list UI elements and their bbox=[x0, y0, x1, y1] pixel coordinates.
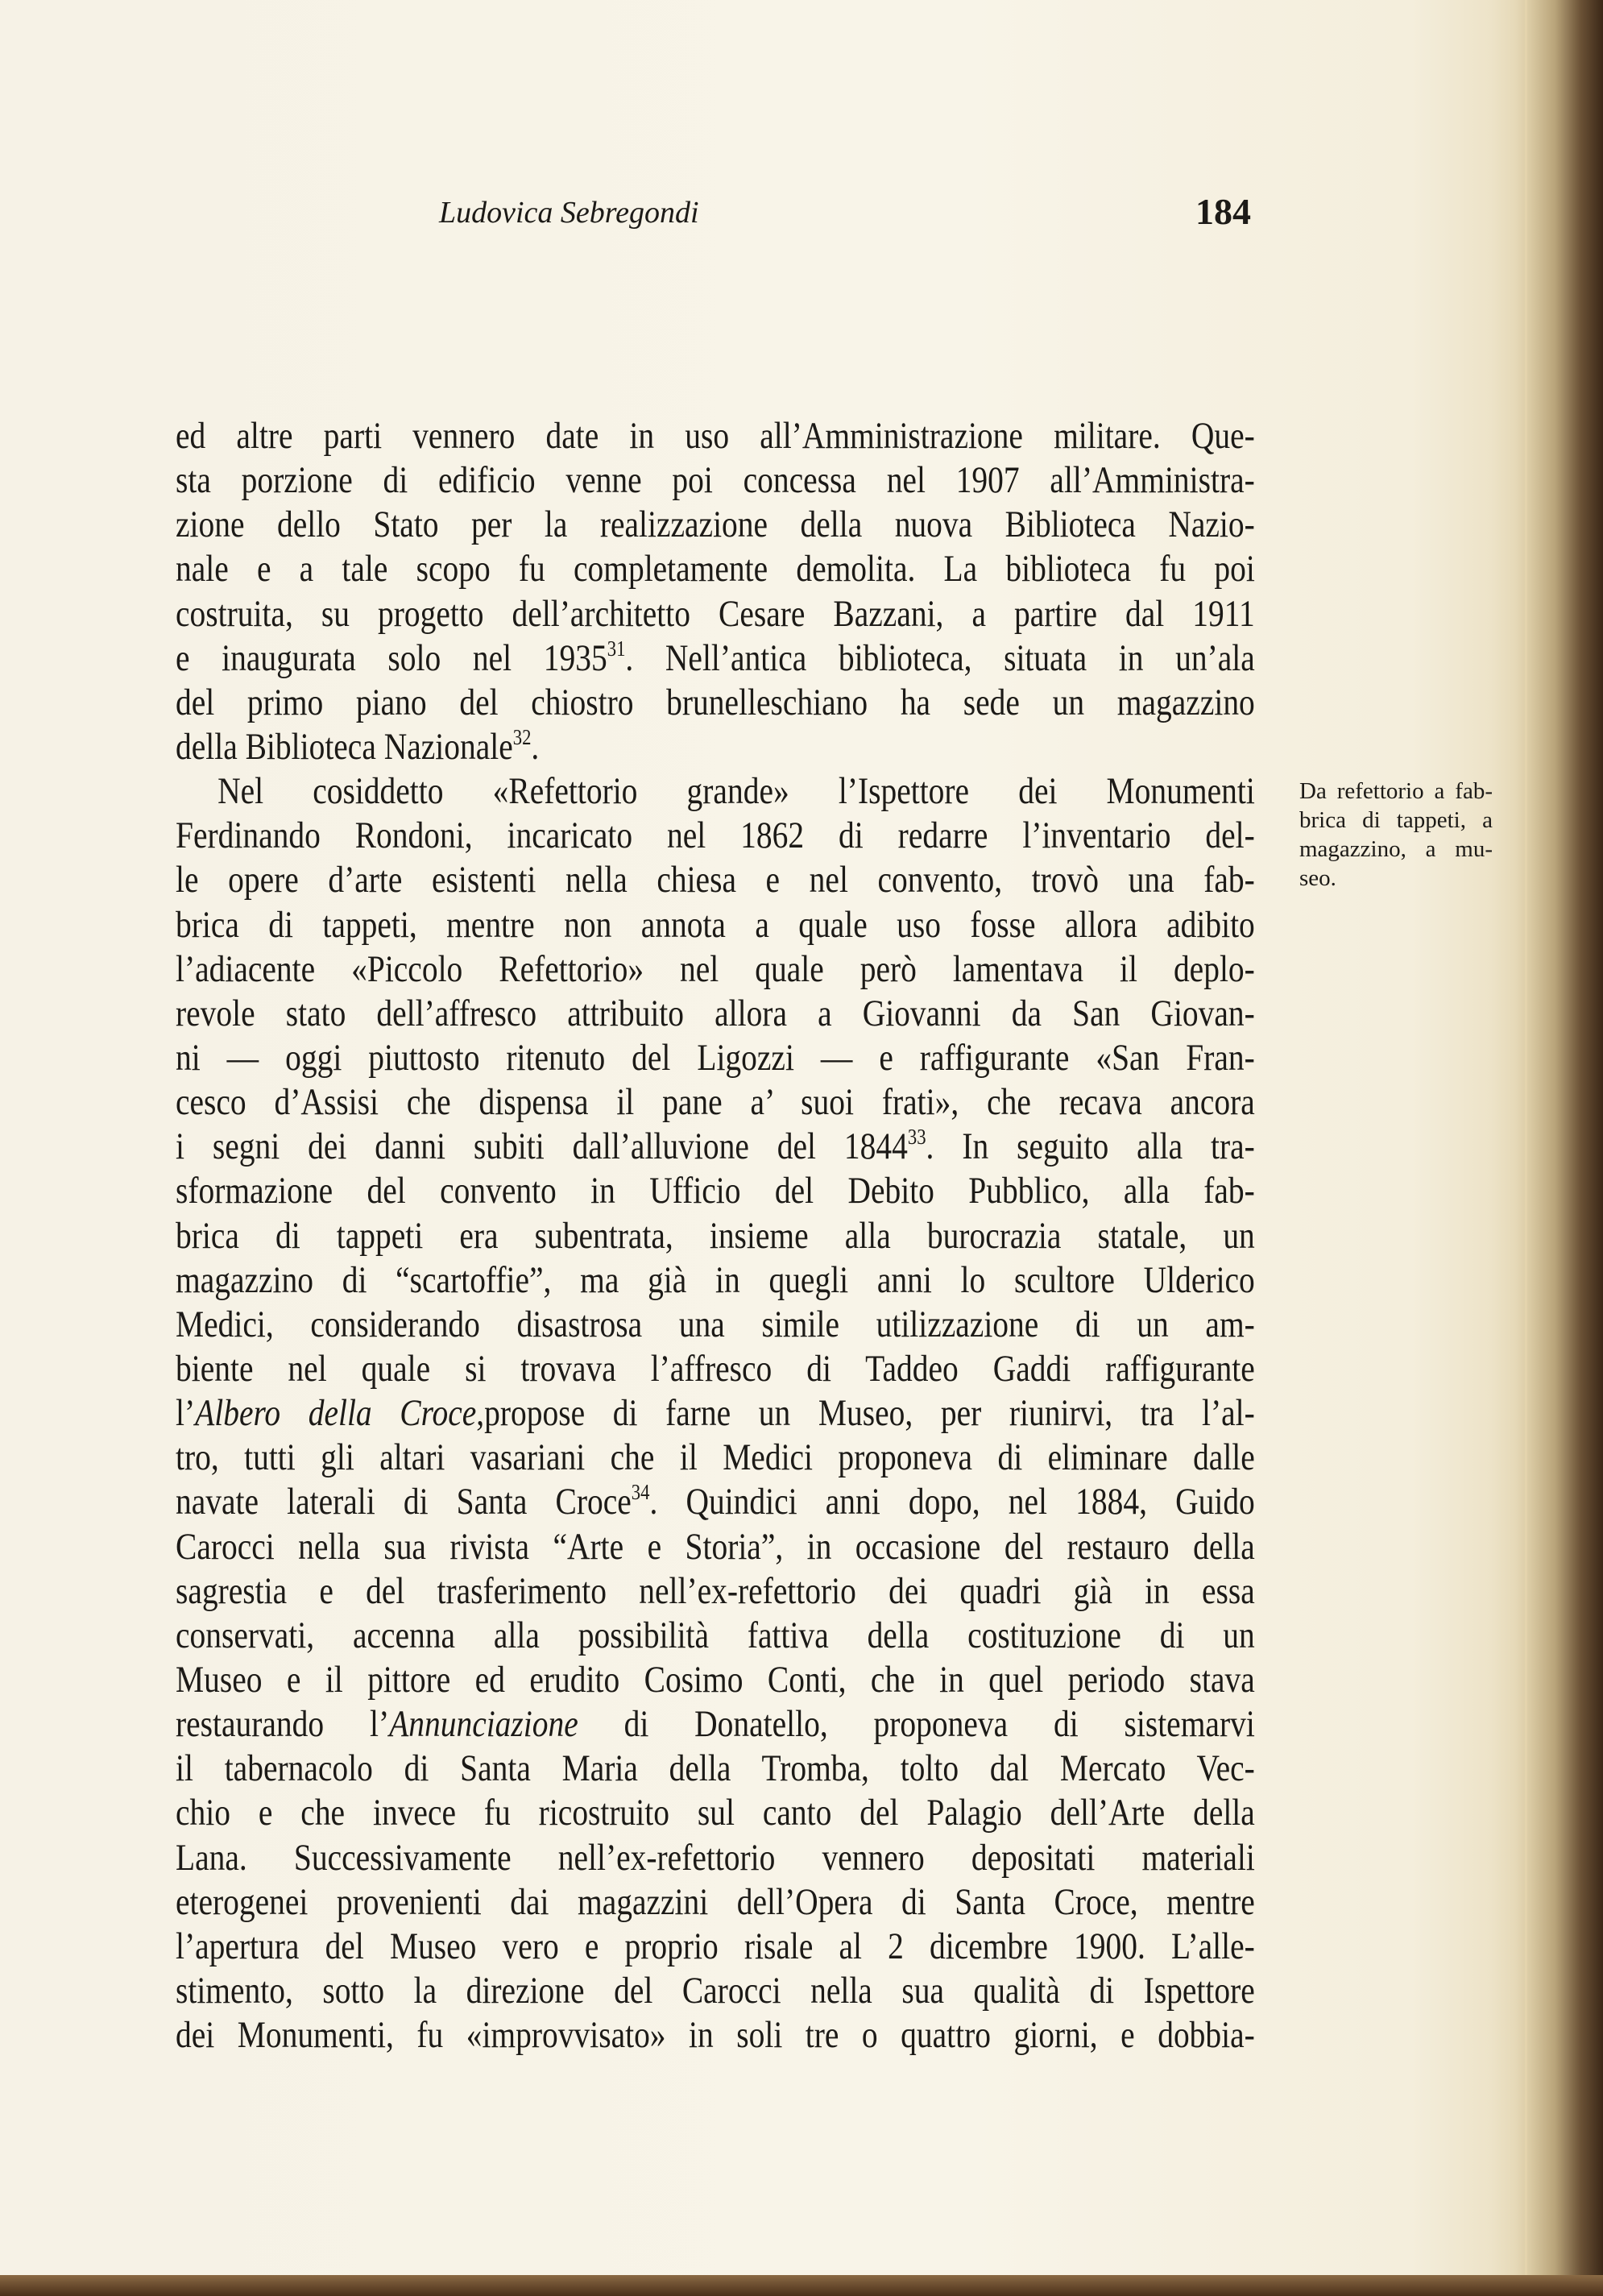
page-number: 184 bbox=[1195, 191, 1251, 232]
text-run: il tabernacolo di Santa Maria della Tromba, tolto dal Mercato Vec- bbox=[176, 1747, 1255, 1790]
text-line bbox=[176, 947, 1255, 992]
text-run: sagrestia e del trasferimento nell’ex-refettorio dei quadri già in essa bbox=[176, 1569, 1255, 1612]
text-run: cesco d’Assisi che dispensa il pane a’ suoi frati», che recava ancora bbox=[176, 1081, 1255, 1124]
text-line bbox=[176, 458, 1255, 503]
text-line bbox=[176, 992, 1255, 1036]
text-run: brica di tappeti era subentrata, insieme alla burocrazia statale, un bbox=[176, 1214, 1255, 1257]
footnote-ref: 32 bbox=[512, 724, 532, 749]
text-run: l’adiacente «Piccolo Refettorio» nel quale però lamentava il deplo- bbox=[176, 947, 1255, 990]
book-spine-edge bbox=[1525, 0, 1527, 2275]
text-line bbox=[176, 1436, 1255, 1480]
text-line bbox=[176, 903, 1255, 947]
margin-note-line: magazzino, a mu- bbox=[1299, 836, 1493, 862]
margin-note-line: brica di tappeti, a bbox=[1299, 807, 1493, 833]
text-line bbox=[176, 1658, 1255, 1702]
text-run: sta porzione di edificio venne poi concessa nel 1907 all’Amministra- bbox=[176, 459, 1255, 502]
text-run: i segni dei danni subiti dall’alluvione del 1844 bbox=[176, 1125, 908, 1168]
text-run: tro, tutti gli altari vasariani che il Medici proponeva di eliminare dalle bbox=[176, 1436, 1255, 1479]
italic-title: Annunciazione bbox=[389, 1703, 578, 1746]
text-line bbox=[176, 1303, 1255, 1347]
text-line bbox=[176, 1880, 1255, 1925]
text-run: biente nel quale si trovava l’affresco di Taddeo Gaddi raffigurante bbox=[176, 1347, 1255, 1390]
text-run: eterogenei provenienti dai magazzini dell’Opera di Santa Croce, mentre bbox=[176, 1880, 1255, 1923]
text-line bbox=[176, 1569, 1255, 1614]
text-line bbox=[176, 681, 1255, 725]
text-run: Ferdinando Rondoni, incaricato nel 1862 di redarre l’inventario del- bbox=[176, 814, 1255, 857]
footnote-ref: 31 bbox=[607, 636, 626, 661]
text-line bbox=[176, 1258, 1255, 1303]
text-line bbox=[176, 1480, 1255, 1524]
text-run: chio e che invece fu ricostruito sul canto del Palagio dell’Arte della bbox=[176, 1792, 1255, 1834]
text-run: costruita, su progetto dell’architetto Cesare Bazzani, a partire dal 1911 bbox=[176, 592, 1255, 635]
text-run: . bbox=[531, 725, 540, 768]
text-run: ,propose di farne un Museo, per riunirvi, tra l’al- bbox=[476, 1392, 1255, 1435]
text-run: navate laterali di Santa Croce bbox=[176, 1481, 632, 1523]
text-run: brica di tappeti, mentre non annota a quale uso fosse allora adibito bbox=[176, 903, 1255, 946]
text-run: nale e a tale scopo fu completamente demolita. La biblioteca fu poi bbox=[176, 548, 1255, 591]
text-run: e inaugurata solo nel 1935 bbox=[176, 636, 607, 679]
text-run: dei Monumenti, fu «improvvisato» in soli tre o quattro giorni, e dobbia- bbox=[176, 2014, 1255, 2057]
text-line bbox=[176, 1702, 1255, 1747]
text-line bbox=[176, 1791, 1255, 1835]
text-run: ed altre parti vennero date in uso all’Amministrazione militare. Que- bbox=[176, 415, 1255, 457]
text-line bbox=[176, 1169, 1255, 1213]
text-run: conservati, accenna alla possibilità fattiva della costituzione di un bbox=[176, 1614, 1255, 1656]
text-line bbox=[176, 1125, 1255, 1169]
text-line bbox=[176, 1614, 1255, 1658]
footnote-ref: 34 bbox=[631, 1480, 650, 1505]
text-run: . In seguito alla tra- bbox=[926, 1125, 1255, 1168]
text-line bbox=[176, 1925, 1255, 1969]
text-line bbox=[176, 592, 1255, 636]
text-run: stimento, sotto la direzione del Carocci nella sua qualità di Ispettore bbox=[176, 1969, 1255, 2012]
text-run: Carocci nella sua rivista “Arte e Storia”, in occasione del restauro della bbox=[176, 1525, 1255, 1568]
text-line bbox=[176, 414, 1255, 458]
text-line bbox=[176, 725, 1255, 769]
text-run: Lana. Successivamente nell’ex-refettorio vennero depositati materiali bbox=[176, 1836, 1255, 1879]
text-run: di Donatello, proponeva di sistemarvi bbox=[578, 1703, 1255, 1746]
text-line bbox=[176, 1347, 1255, 1391]
text-line bbox=[176, 1080, 1255, 1125]
text-line bbox=[176, 858, 1255, 902]
text-run: revole stato dell’affresco attribuito allora a Giovanni da San Giovan- bbox=[176, 992, 1255, 1034]
text-line bbox=[176, 1525, 1255, 1569]
text-run: Nel cosiddetto «Refettorio grande» l’Ispettore dei Monumenti bbox=[217, 770, 1255, 813]
running-header bbox=[0, 190, 1603, 238]
text-line bbox=[176, 769, 1255, 814]
text-line bbox=[176, 503, 1255, 547]
text-line bbox=[176, 1836, 1255, 1880]
text-run: restaurando l’ bbox=[176, 1703, 390, 1746]
text-line bbox=[176, 2013, 1255, 2058]
margin-note-line: Da refettorio a fab- bbox=[1299, 778, 1493, 804]
text-run: ni — oggi piuttosto ritenuto del Ligozzi — e raffigurante «San Fran- bbox=[176, 1036, 1255, 1079]
text-run: le opere d’arte esistenti nella chiesa e nel convento, trovò una fab- bbox=[176, 859, 1255, 901]
text-line bbox=[176, 1969, 1255, 2013]
margin-note bbox=[1299, 777, 1493, 893]
text-run: del primo piano del chiostro brunelleschiano ha sede un magazzino bbox=[176, 681, 1255, 723]
text-run: sformazione del convento in Ufficio del Debito Pubblico, alla fab- bbox=[176, 1170, 1255, 1212]
footnote-ref: 33 bbox=[907, 1125, 926, 1150]
margin-note-line: seo. bbox=[1299, 865, 1336, 891]
text-line bbox=[176, 1747, 1255, 1791]
text-line bbox=[176, 547, 1255, 591]
text-line bbox=[176, 1391, 1255, 1436]
italic-title: Albero della Croce bbox=[195, 1392, 477, 1435]
text-run: l’ bbox=[176, 1392, 196, 1435]
body-text bbox=[176, 414, 1460, 2058]
text-run: . Quindici anni dopo, nel 1884, Guido bbox=[649, 1481, 1255, 1523]
text-line bbox=[176, 814, 1255, 858]
text-run: della Biblioteca Nazionale bbox=[176, 725, 513, 768]
text-run: Medici, considerando disastrosa una simile utilizzazione di un am- bbox=[176, 1303, 1255, 1345]
text-run: . Nell’antica biblioteca, situata in un’ala bbox=[625, 636, 1255, 679]
running-header-author: Ludovica Sebregondi bbox=[439, 196, 699, 230]
text-run: Museo e il pittore ed erudito Cosimo Conti, che in quel periodo stava bbox=[176, 1658, 1255, 1701]
text-run: l’apertura del Museo vero e proprio risale al 2 dicembre 1900. L’alle- bbox=[176, 1925, 1255, 1967]
text-line bbox=[176, 1036, 1255, 1080]
text-run: zione dello Stato per la realizzazione della nuova Biblioteca Nazio- bbox=[176, 504, 1255, 546]
book-bottom-edge bbox=[0, 2275, 1603, 2296]
text-run: magazzino di “scartoffie”, ma già in quegli anni lo scultore Ulderico bbox=[176, 1258, 1255, 1301]
text-line bbox=[176, 1214, 1255, 1258]
text-line bbox=[176, 636, 1255, 681]
